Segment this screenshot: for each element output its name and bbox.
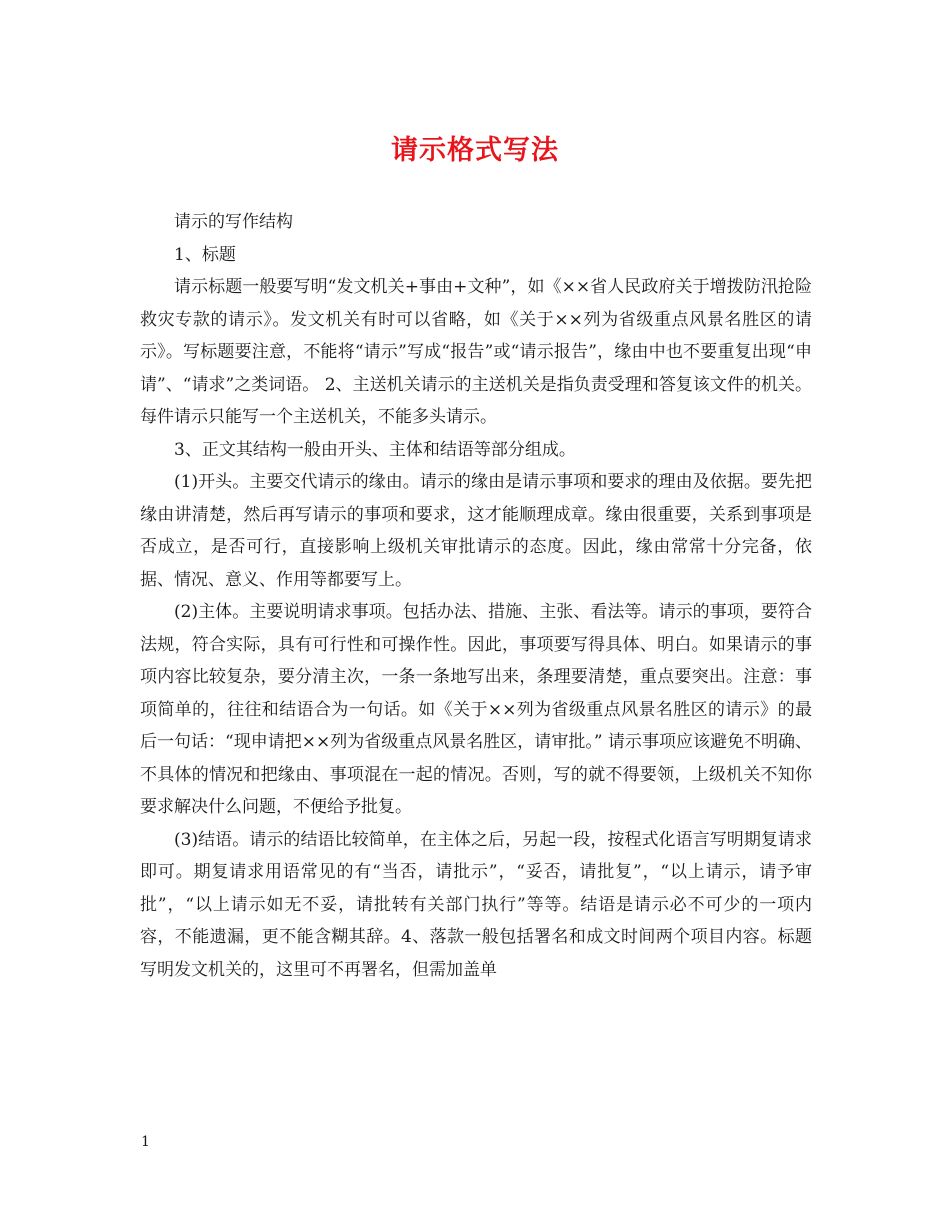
paragraph-title-heading: 1、标题 bbox=[174, 244, 236, 265]
paragraph-main-body: (2)主体。主要说明请求事项。包括办法、措施、主张、看法等。请示的事项，要符合法规，符合实际，具有可行性和可操作性。因此，事项要写得具体、明白。如果请示的事项内容比较复杂，要分清主次，一条一条地写出来，条理要清楚，重点要突出。注意：事项简单的，往往和结语合为一句话。如《关于××列为省级重点风景名胜区的请示》的最后一句话：“现申请把××列为省级重点风景名胜区，请审批。” 请示事项应该避免不明确、不具体的情况和把缘由、事项混在一起的情况。否则，写的就不得要领，上级机关不知你要求解决什么问题，不便给予批复。 bbox=[140, 602, 812, 817]
paragraph-opening: (1)开头。主要交代请示的缘由。请示的缘由是请示事项和要求的理由及依据。要先把缘由讲清楚，然后再写请示的事项和要求，这才能顺理成章。缘由很重要，关系到事项是否成立，是否可行，直接影响上级机关审批请示的态度。因此，缘由常常十分完备，依据、情况、意义、作用等都要写上。 bbox=[140, 472, 812, 590]
paragraph-body-structure: 3、正文其结构一般由开头、主体和结语等部分组成。 bbox=[174, 439, 576, 460]
paragraph-section-heading: 请示的写作结构 bbox=[174, 212, 293, 232]
document-title: 请示格式写法 bbox=[391, 135, 559, 166]
paragraph-closing: (3)结语。请示的结语比较简单，在主体之后，另起一段，按程式化语言写明期复请求即可。期复请求用语常见的有“当否，请批示”，“妥否，请批复”，“以上请示，请予审批”，“以上请示如无不妥，请批转有关部门执行”等等。结语是请示必不可少的一项内容，不能遗漏，更不能含糊其辞。4、落款一般包括署名和成文时间两个项目内容。标题写明发文机关的，这里可不再署名，但需加盖单 bbox=[140, 829, 812, 980]
page-number: 1 bbox=[141, 1134, 150, 1150]
document-body bbox=[140, 206, 812, 986]
paragraph-title-rules: 请示标题一般要写明“发文机关+事由+文种”，如《××省人民政府关于增拨防汛抢险救灾专款的请示》。发文机关有时可以省略，如《关于××列为省级重点风景名胜区的请示》。写标题要注意，不能将“请示”写成“报告”或“请示报告”，缘由中也不要重复出现“申请”、“请求”之类词语。 2、主送机关请示的主送机关是指负责受理和答复该文件的机关。每件请示只能写一个主送机关，不能多头请示。 bbox=[140, 277, 812, 427]
